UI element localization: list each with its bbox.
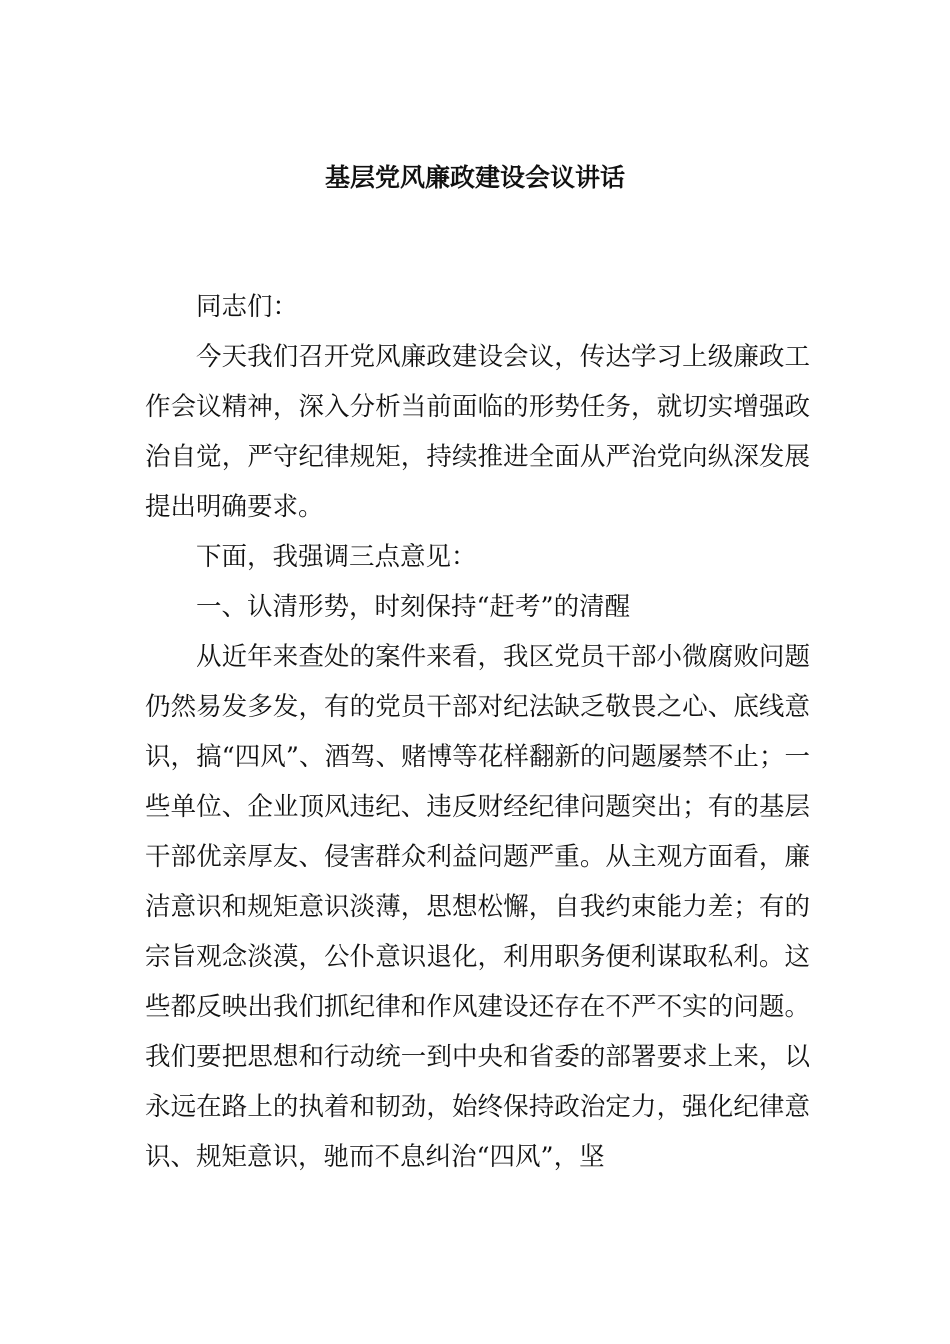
section-1-paragraph: 从近年来查处的案件来看，我区党员干部小微腐败问题仍然易发多发，有的党员干部对纪法缺乏敬畏之心、底线意识，搞“四风”、酒驾、赌博等花样翻新的问题屡禁不止；一些单位、企业顶风违纪、违反财经纪律问题突出；有的基层干部优亲厚友、侵害群众利益问题严重。从主观方面看，廉洁意识和规矩意识淡薄，思想松懈，自我约束能力差；有的宗旨观念淡漠，公仆意识退化，利用职务便利谋取私利。这些都反映出我们抓纪律和作风建设还存在不严不实的问题。我们要把思想和行动统一到中央和省委的部署要求上来，以永远在路上的执着和韧劲，始终保持政治定力，强化纪律意识、规矩意识，驰而不息纠治“四风”，坚 — [145, 642, 810, 1172]
transition-paragraph: 下面，我强调三点意见： — [196, 542, 477, 572]
intro-paragraph: 今天我们召开党风廉政建设会议，传达学习上级廉政工作会议精神，深入分析当前面临的形势任务，就切实增强政治自觉，严守纪律规矩，持续推进全面从严治党向纵深发展提出明确要求。 — [145, 342, 810, 522]
section-heading-1: 一、认清形势，时刻保持“赶考”的清醒 — [196, 592, 631, 622]
salutation-paragraph: 同志们： — [196, 292, 299, 322]
document-body — [145, 282, 810, 1182]
document-title: 基层党风廉政建设会议讲话 — [324, 163, 625, 192]
